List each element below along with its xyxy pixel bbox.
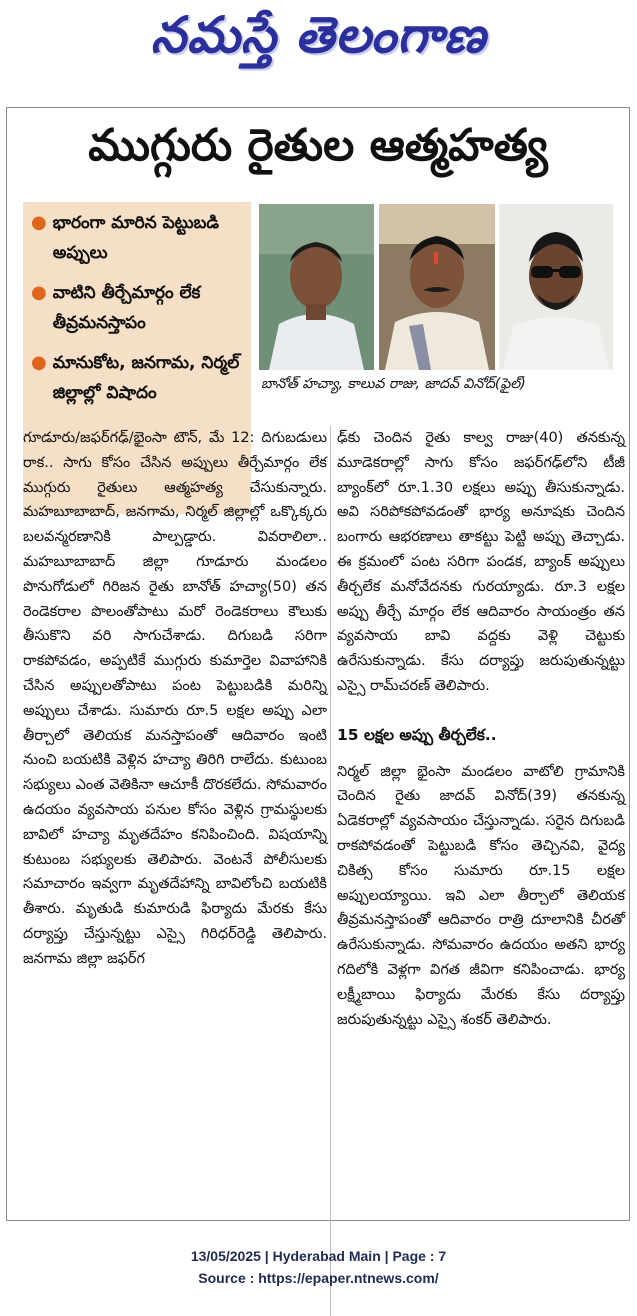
- photo-kaluva-raju: [379, 204, 495, 370]
- article-body-text: గూడూరు/జఫర్‌గఢ్/భైంసా టౌన్, మే 12: దిగుబడులు రాక.. సాగు కోసం చేసిన అప్పులు తీర్చేమార్గం లేక ముగ్గురు రైతులు ఆత్మహత్య చేసుకున్నారు. మహబూబాబాద్, జనగామ, నిర్మల్ జిల్లాల్లో ఒక్కొక్కరు బలవన్మరణానికి పాల్పడ్డారు. వివరాలిలా.. మహబూబాబాద్ జిల్లా గూడూరు మండలం పొనుగోడులో గిరిజన రైతు బానోత్ హచ్యా(50) తన రెండెకరాల పొలంతోపాటు మరో రెండెకరాలు కౌలుకు తీసుకొని వరి సాగుచేశాడు. దిగుబడి సరిగా రాకపోవడం, అప్పటికే ముగ్గురు కుమార్తెల వివాహానికి చేసిన అప్పులతోపాటు పంట పెట్టుబడికి మరిన్ని అప్పులు చేశాడు. సుమారు రూ.5 లక్షల అప్పు ఎలా తీర్చాలో తెలియక మనస్తాపంతో ఆదివారం ఇంటి నుంచి బయటికి వెళ్లిన హచ్యా తిరిగి రాలేదు. కుటుంబ సభ్యులు ఎంత వెతికినా ఆచూకీ దొరకలేదు. సోమవారం ఉదయం వ్యవసాయ పనుల కోసం వెళ్లిన గ్రామస్థులకు బావిలో హచ్యా మృతదేహం కనిపించింది. విషయాన్ని కుటుంబ సభ్యులకు తెలిపారు. వెంటనే పోలీసులకు సమాచారం ఇవ్వగా మృతదేహాన్ని బావిలోంచి బయటికి తీశారు. మృతుడి కుమారుడి ఫిర్యాదు మేరకు కేసు దర్యాప్తు చేస్తున్నట్టు ఎస్సై గిరిధర్‌రెడ్డి తెలిపారు. జనగామ జిల్లా జఫర్‌గ: [23, 430, 327, 967]
- highlight-text: వాటిని తీర్చేమార్గం లేక తీవ్రమనస్తాపం: [52, 283, 201, 333]
- footer-source: Source : https://epaper.ntnews.com/: [198, 1270, 439, 1286]
- highlight-text: భారంగా మారిన పెట్టుబడి అప్పులు: [52, 213, 220, 263]
- photo-jadhav-vinod: [499, 204, 613, 370]
- article-subheading: 15 లక్షల అప్పు తీర్చలేక..: [337, 725, 497, 744]
- footer-date-edition: 13/05/2025 | Hyderabad Main | Page : 7: [190, 1248, 447, 1264]
- highlight-item: [23, 202, 251, 272]
- bullet-icon: ●: [31, 352, 47, 373]
- photo-banoth-hachya: [259, 204, 374, 370]
- bullet-icon: ●: [31, 282, 47, 303]
- column-divider: [330, 426, 331, 1316]
- article-headline: ముగ్గురు రైతుల ఆత్మహత్య: [88, 120, 548, 171]
- article-body-text: నిర్మల్ జిల్లా భైంసా మండలం వాటోలి గ్రామానికి చెందిన రైతు జాదవ్ వినోద్(39) తనకున్న ఏడెకరాల్లో వ్యవసాయం చేస్తున్నాడు. సరైన దిగుబడి రాకపోవడంతో పెట్టుబడి కోసం తెచ్చినవి, వైద్య చికిత్స కోసం సుమారు రూ.15 లక్షల అప్పులయ్యాయి. ఇవి ఎలా తీర్చాలో తెలియక తీవ్రమనస్తాపంతో ఆదివారం రాత్రి దూలానికి చీరతో ఉరేసుకున్నాడు. సోమవారం ఉదయం అతని భార్య గదిలోకి వెళ్లగా విగత జీవిగా కనిపించాడు. భార్య లక్ష్మీబాయి ఫిర్యాదు మేరకు కేసు దర్యాప్తు జరుపుతున్నట్టు ఎస్సై శంకర్ తెలిపారు.: [337, 763, 625, 1028]
- masthead: [0, 0, 637, 90]
- article-body-text: ఢ్‌కు చెందిన రైతు కాల్వ రాజు(40) తనకున్న మూడెకరాల్లో సాగు కోసం జఫర్‌గఢ్‌లోని టీజీ బ్యాంక్‌లో రూ.1.30 లక్షలు అప్పు తీసుకున్నాడు. అవి సరిపోకపోవడంతో భార్య అనూషకు చెందిన బంగారు ఆభరణాలు తాకట్టు పెట్టి అప్పు తెచ్చాడు. ఈ క్రమంలో పంట సరిగా పండక, బ్యాంక్ అప్పులు తీర్చలేక మనోవేదనకు గురయ్యాడు. రూ.3 లక్షల అప్పు తీర్చే మార్గం లేక ఆదివారం సాయంత్రం తన వ్యవసాయ బావి వద్దకు వెళ్లి చెట్టుకు ఉరేసుకున్నాడు. కేసు దర్యాప్తు జరుపుతున్నట్టు ఎస్సై రామ్‌చరణ్ తెలిపారు.: [337, 430, 625, 694]
- photo-caption: బానోత్ హచ్యా, కాలువ రాజు, జాదవ్ వినోద్(ఫైల్): [261, 376, 526, 392]
- masthead-title: నమస్తే తెలంగాణ: [150, 6, 487, 64]
- article-frame: [6, 107, 630, 1221]
- article-column-2: [337, 426, 625, 1032]
- article-column-1: [23, 426, 327, 972]
- highlight-text: మానుకోట, జనగామ, నిర్మల్ జిల్లాల్లో విషాదం: [52, 353, 240, 403]
- highlight-item: [23, 342, 251, 412]
- bullet-icon: ●: [31, 212, 47, 233]
- highlight-item: [23, 272, 251, 342]
- page-footer: [0, 1245, 637, 1289]
